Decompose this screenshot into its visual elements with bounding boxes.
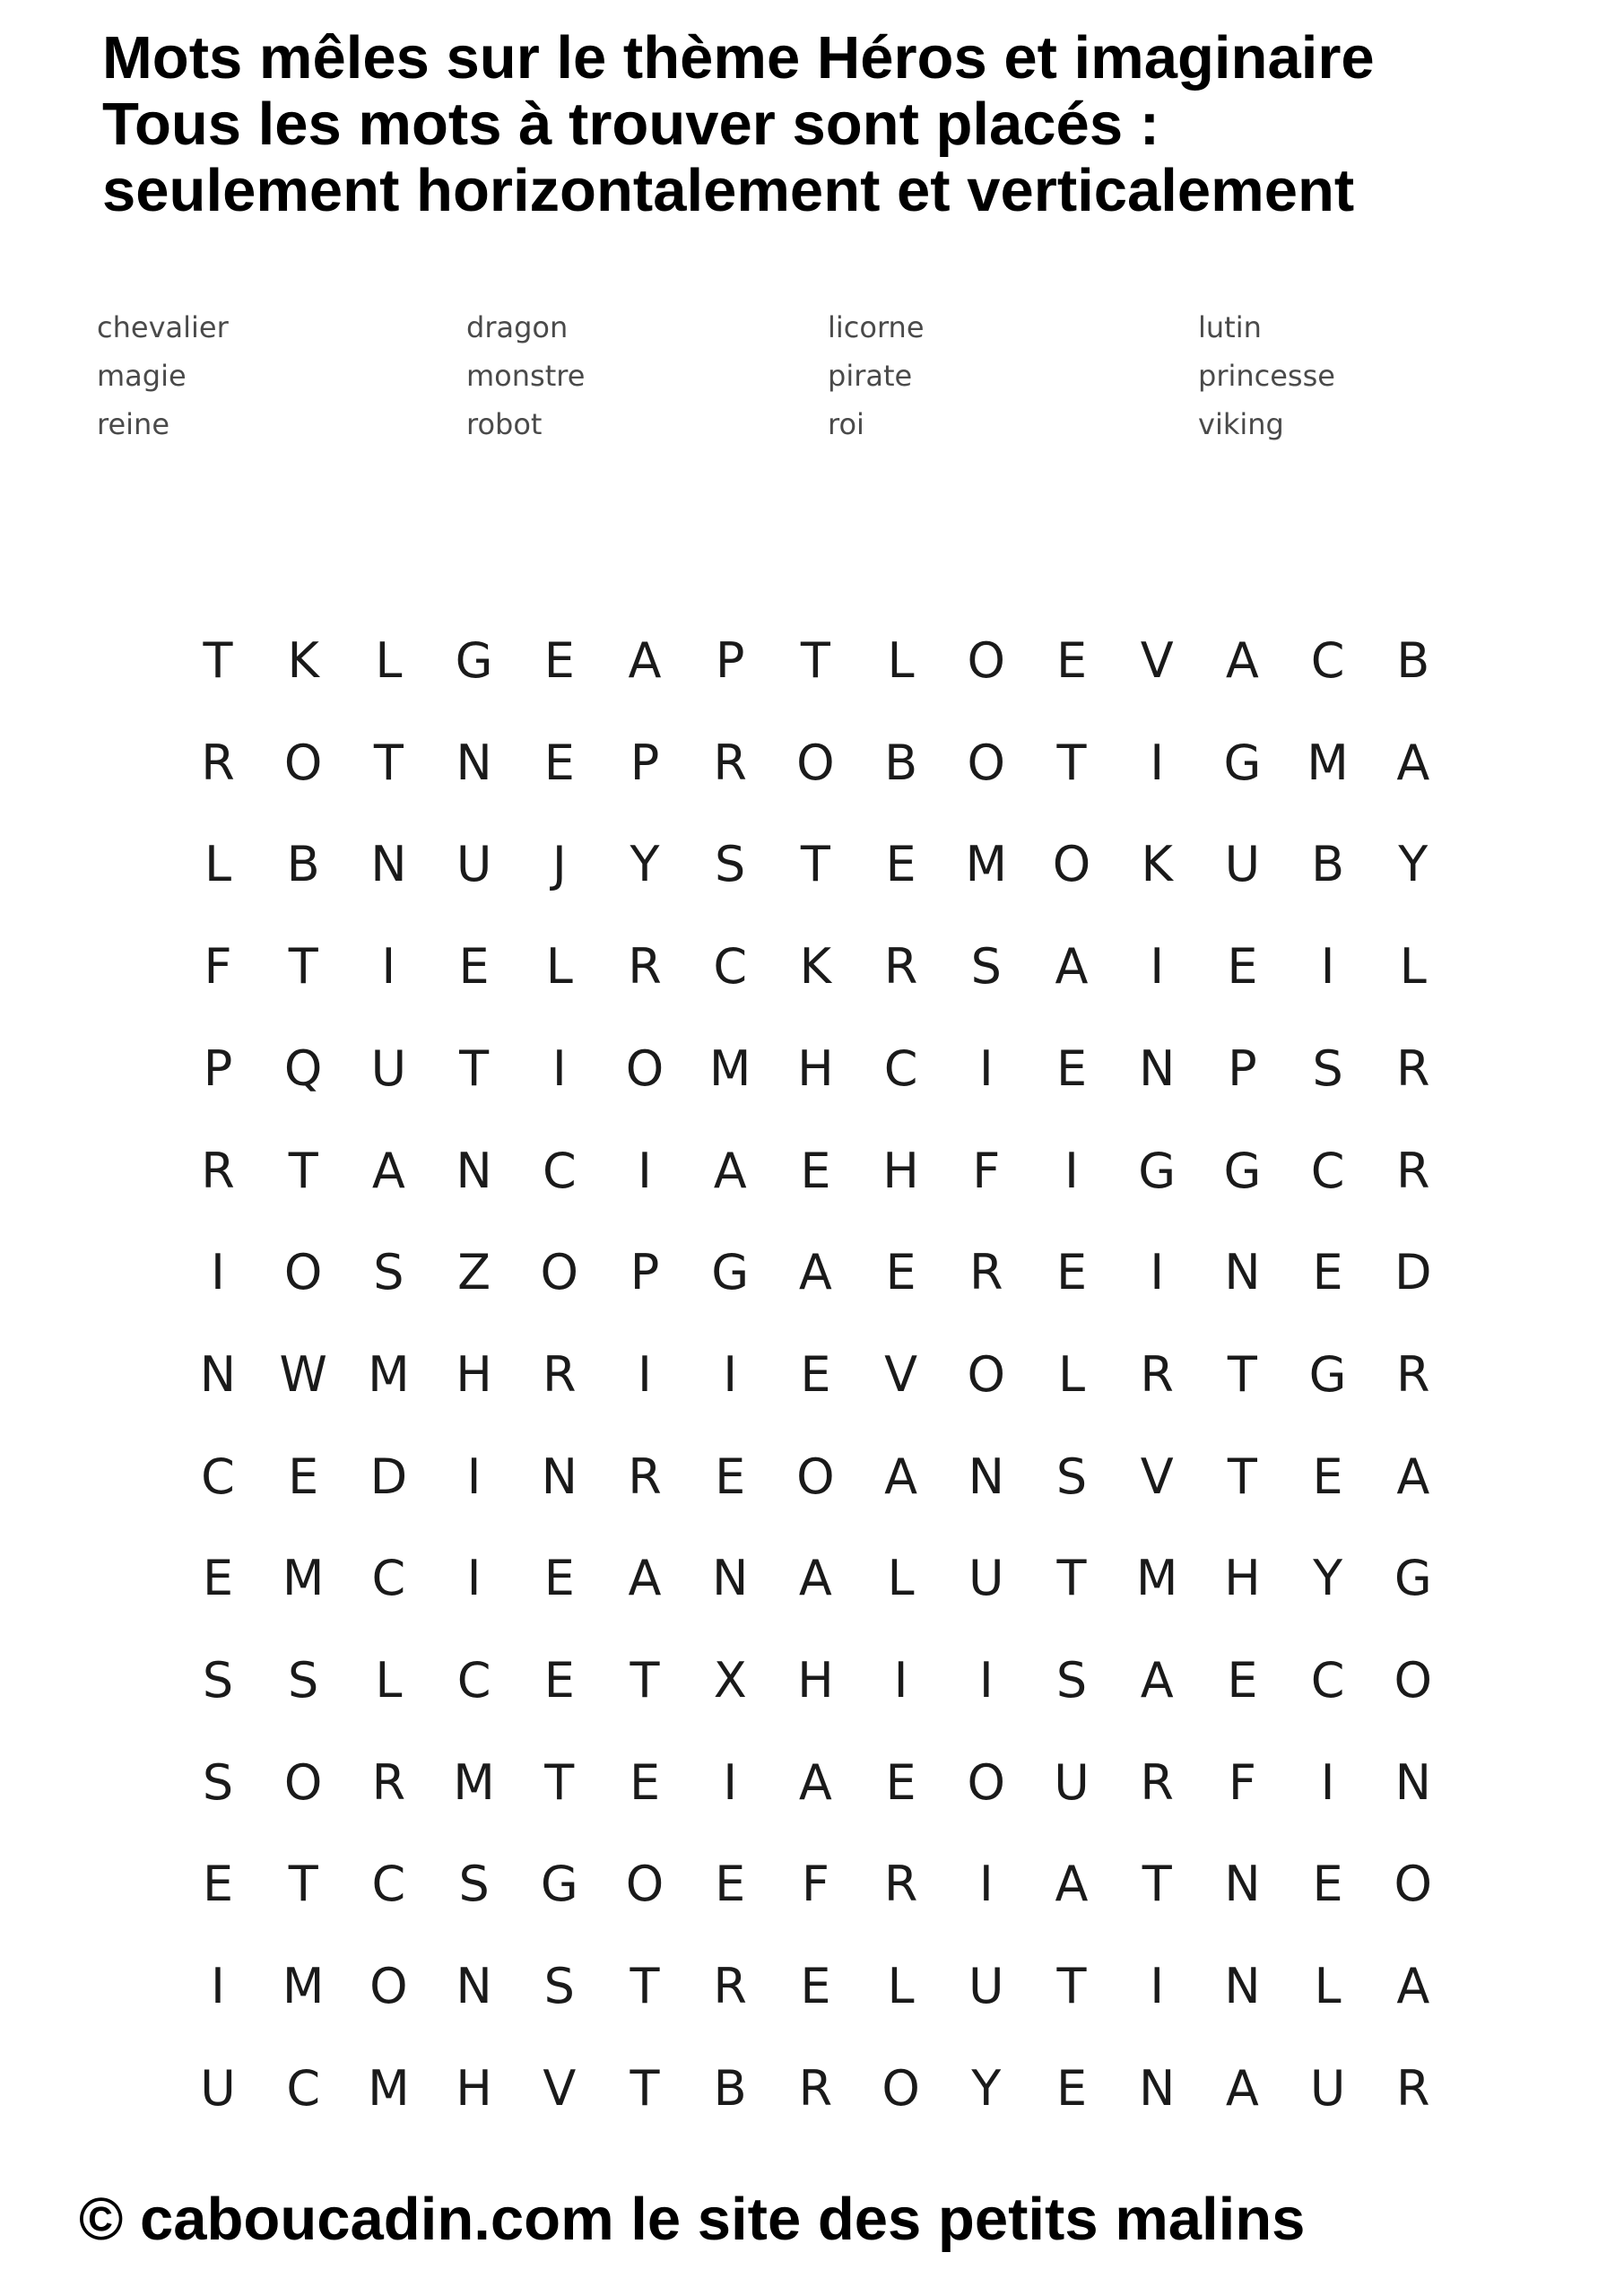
grid-letter: L — [1314, 1958, 1342, 2015]
grid-letter: R — [1140, 1345, 1174, 1403]
grid-letter: O — [1394, 1856, 1433, 1913]
word-list-item: lutin — [1198, 310, 1262, 344]
grid-letter: B — [1311, 836, 1345, 893]
grid-letter: P — [715, 632, 745, 689]
footer-copyright: © caboucadin.com le site des petits malins — [79, 2186, 1306, 2253]
grid-letter: H — [797, 1652, 834, 1709]
grid-letter: R — [713, 1958, 747, 2015]
grid-letter: O — [283, 1753, 323, 1811]
word-list-item: pirate — [828, 359, 913, 393]
grid-letter: E — [1312, 1244, 1343, 1301]
grid-letter: I — [1064, 1142, 1079, 1199]
grid-letter: E — [543, 734, 575, 791]
grid-letter: U — [1224, 836, 1261, 893]
grid-letter: N — [1224, 1958, 1261, 2015]
grid-letter: G — [1394, 1550, 1432, 1607]
grid-letter: R — [713, 734, 747, 791]
grid-letter: Y — [1398, 836, 1429, 893]
grid-letter: T — [373, 734, 404, 791]
grid-letter: R — [628, 1448, 662, 1505]
grid-letter: N — [1394, 1753, 1431, 1811]
grid-letter: O — [283, 734, 323, 791]
grid-letter: O — [369, 1958, 408, 2015]
grid-letter: E — [202, 1856, 234, 1913]
grid-letter: T — [288, 1142, 318, 1199]
grid-letter: A — [628, 632, 662, 689]
grid-letter: E — [800, 1345, 831, 1403]
grid-letter: L — [204, 836, 232, 893]
grid-letter: T — [630, 1652, 660, 1709]
grid-letter: M — [708, 1039, 751, 1097]
grid-letter: D — [369, 1448, 408, 1505]
grid-letter: R — [1396, 1039, 1430, 1097]
grid-letter: M — [368, 2059, 410, 2117]
grid-letter: L — [887, 632, 915, 689]
grid-letter: Z — [457, 1244, 491, 1301]
grid-letter: E — [715, 1856, 746, 1913]
grid-letter: A — [371, 1142, 405, 1199]
grid-letter: S — [202, 1753, 234, 1811]
grid-letter: M — [1135, 1550, 1178, 1607]
grid-letter: C — [456, 1652, 491, 1709]
grid-letter: U — [1054, 1753, 1090, 1811]
grid-letter: T — [288, 938, 318, 996]
grid-letter: E — [202, 1550, 234, 1607]
grid-letter: E — [885, 1753, 916, 1811]
grid-letter: I — [978, 1039, 994, 1097]
grid-letter: T — [203, 632, 233, 689]
grid-letter: I — [211, 1244, 225, 1301]
grid-row — [175, 1018, 1475, 1120]
grid-letter: M — [282, 1550, 325, 1607]
word-list-item: roi — [828, 407, 864, 441]
grid-letter: L — [887, 1958, 915, 2015]
word-list-item: robot — [466, 407, 543, 441]
grid-letter: P — [1228, 1039, 1257, 1097]
word-list-item: magie — [97, 359, 187, 393]
grid-letter: K — [799, 938, 832, 996]
grid-letter: E — [885, 1244, 916, 1301]
title-line-1: Mots mêles sur le thème Héros et imaginaire — [102, 24, 1375, 91]
grid-letter: I — [381, 938, 396, 996]
grid-row — [175, 1222, 1475, 1324]
grid-letter: T — [288, 1856, 318, 1913]
grid-letter: O — [967, 632, 1006, 689]
grid-letter: A — [884, 1448, 918, 1505]
grid-letter: G — [1223, 1142, 1262, 1199]
grid-letter: C — [201, 1448, 235, 1505]
grid-letter: N — [370, 836, 407, 893]
grid-letter: N — [711, 1550, 749, 1607]
grid-letter: T — [1056, 734, 1087, 791]
grid-letter: A — [1140, 1652, 1174, 1709]
grid-letter: S — [543, 1958, 575, 2015]
grid-letter: E — [629, 1753, 661, 1811]
grid-letter: B — [286, 836, 320, 893]
grid-letter: T — [630, 1958, 660, 2015]
grid-letter: K — [287, 632, 319, 689]
grid-letter: O — [967, 1753, 1006, 1811]
title-line-2: Tous les mots à trouver sont placés : — [102, 91, 1160, 158]
grid-letter: O — [283, 1244, 323, 1301]
word-list-item: reine — [97, 407, 169, 441]
grid-letter: P — [203, 1039, 233, 1097]
grid-letter: U — [200, 2059, 236, 2117]
grid-letter: M — [965, 836, 1008, 893]
grid-letter: S — [458, 1856, 490, 1913]
grid-letter: B — [1396, 632, 1430, 689]
grid-letter: I — [466, 1448, 482, 1505]
grid-letter: E — [458, 938, 490, 996]
grid-letter: Y — [971, 2059, 1002, 2117]
grid-letter: U — [968, 1550, 1004, 1607]
grid-letter: I — [1150, 938, 1165, 996]
grid-letter: C — [713, 938, 748, 996]
grid-letter: A — [628, 1550, 662, 1607]
grid-letter: B — [713, 2059, 747, 2117]
grid-letter: E — [1227, 1652, 1258, 1709]
grid-letter: R — [371, 1753, 406, 1811]
grid-letter: N — [1224, 1856, 1261, 1913]
grid-letter: S — [1312, 1039, 1343, 1097]
grid-letter: E — [885, 836, 916, 893]
grid-letter: V — [1140, 1448, 1174, 1505]
grid-letter: G — [455, 632, 493, 689]
grid-letter: G — [1138, 1142, 1177, 1199]
word-list-item: chevalier — [97, 310, 229, 344]
grid-letter: M — [1307, 734, 1349, 791]
grid-letter: I — [1320, 938, 1335, 996]
grid-letter: C — [1310, 1142, 1345, 1199]
grid-letter: V — [1140, 632, 1174, 689]
grid-letter: R — [1396, 2059, 1430, 2117]
grid-letter: M — [453, 1753, 495, 1811]
grid-letter: I — [1320, 1753, 1335, 1811]
word-list-item: licorne — [828, 310, 925, 344]
grid-letter: R — [969, 1244, 1003, 1301]
grid-letter: I — [638, 1142, 652, 1199]
grid-letter: M — [368, 1345, 410, 1403]
grid-letter: A — [798, 1244, 832, 1301]
grid-letter: E — [800, 1958, 831, 2015]
grid-letter: N — [199, 1345, 237, 1403]
grid-letter: F — [972, 1142, 1001, 1199]
grid-letter: T — [1227, 1448, 1257, 1505]
grid-letter: E — [1227, 938, 1258, 996]
word-list — [97, 309, 1352, 462]
grid-letter: N — [1138, 2059, 1176, 2117]
grid-letter: H — [456, 1345, 492, 1403]
grid-letter: C — [1310, 1652, 1345, 1709]
grid-letter: G — [1308, 1345, 1347, 1403]
grid-letter: M — [282, 1958, 325, 2015]
grid-row — [175, 1833, 1475, 1935]
letter-grid — [175, 610, 1475, 2144]
grid-letter: Q — [283, 1039, 323, 1097]
grid-letter: E — [288, 1448, 319, 1505]
grid-letter: R — [1396, 1345, 1430, 1403]
grid-letter: E — [1055, 632, 1088, 689]
grid-letter: N — [456, 1958, 492, 2015]
grid-letter: O — [967, 1345, 1006, 1403]
grid-row — [175, 1527, 1475, 1630]
grid-row — [175, 610, 1475, 712]
grid-row — [175, 1120, 1475, 1222]
grid-letter: R — [883, 1856, 918, 1913]
grid-letter: S — [288, 1652, 319, 1709]
grid-letter: G — [1223, 734, 1262, 791]
grid-letter: O — [540, 1244, 579, 1301]
grid-letter: S — [202, 1652, 234, 1709]
grid-letter: E — [800, 1142, 831, 1199]
grid-letter: U — [968, 1958, 1004, 2015]
grid-row — [175, 813, 1475, 916]
grid-letter: A — [798, 1550, 832, 1607]
grid-letter: O — [625, 1856, 664, 1913]
grid-row — [175, 1935, 1475, 2038]
grid-letter: I — [551, 1039, 567, 1097]
word-list-item: princesse — [1198, 359, 1335, 393]
grid-letter: T — [459, 1039, 490, 1097]
grid-letter: B — [884, 734, 918, 791]
word-list-item: monstre — [466, 359, 586, 393]
grid-letter: V — [884, 1345, 918, 1403]
grid-letter: R — [201, 1142, 235, 1199]
grid-letter: I — [978, 1652, 994, 1709]
grid-letter: J — [551, 836, 567, 893]
grid-letter: T — [630, 2059, 660, 2117]
grid-letter: E — [543, 632, 575, 689]
grid-letter: T — [1056, 1958, 1087, 2015]
grid-letter: V — [543, 2059, 577, 2117]
grid-letter: E — [1312, 1856, 1343, 1913]
grid-letter: F — [801, 1856, 829, 1913]
grid-letter: N — [456, 734, 492, 791]
grid-letter: Y — [630, 836, 660, 893]
grid-letter: H — [882, 1142, 919, 1199]
grid-letter: C — [371, 1550, 406, 1607]
grid-letter: A — [1396, 734, 1430, 791]
grid-letter: E — [1055, 1244, 1088, 1301]
grid-letter: T — [800, 632, 830, 689]
grid-letter: E — [1312, 1448, 1343, 1505]
grid-letter: E — [1055, 2059, 1088, 2117]
grid-letter: O — [796, 1448, 835, 1505]
grid-letter: C — [542, 1142, 577, 1199]
grid-letter: L — [375, 1652, 403, 1709]
grid-letter: I — [1150, 1244, 1165, 1301]
grid-letter: I — [723, 1345, 738, 1403]
grid-letter: I — [1150, 734, 1165, 791]
grid-letter: I — [723, 1753, 738, 1811]
grid-letter: L — [375, 632, 403, 689]
grid-letter: P — [630, 1244, 660, 1301]
grid-letter: H — [797, 1039, 834, 1097]
grid-row — [175, 916, 1475, 1018]
grid-letter: S — [715, 836, 746, 893]
grid-row — [175, 712, 1475, 814]
grid-row — [175, 2038, 1475, 2140]
grid-row — [175, 1630, 1475, 1732]
grid-letter: C — [1310, 632, 1345, 689]
grid-letter: H — [456, 2059, 492, 2117]
grid-letter: R — [543, 1345, 577, 1403]
grid-row — [175, 1324, 1475, 1426]
grid-letter: T — [1227, 1345, 1257, 1403]
grid-letter: I — [978, 1856, 994, 1913]
grid-letter: O — [967, 734, 1006, 791]
title-line-3: seulement horizontalement et verticalement — [102, 157, 1355, 224]
grid-letter: L — [887, 1550, 915, 1607]
grid-letter: K — [1141, 836, 1173, 893]
grid-letter: R — [798, 2059, 833, 2117]
grid-letter: N — [456, 1142, 492, 1199]
grid-letter: R — [1396, 1142, 1430, 1199]
grid-letter: E — [715, 1448, 746, 1505]
grid-letter: A — [1225, 632, 1259, 689]
grid-letter: R — [628, 938, 662, 996]
grid-letter: E — [543, 1652, 575, 1709]
grid-letter: A — [713, 1142, 747, 1199]
grid-letter: A — [1396, 1958, 1430, 2015]
word-list-item: dragon — [466, 310, 569, 344]
grid-letter: A — [1396, 1448, 1430, 1505]
grid-row — [175, 1732, 1475, 1834]
grid-letter: X — [713, 1652, 747, 1709]
grid-letter: L — [1057, 1345, 1086, 1403]
grid-letter: U — [456, 836, 492, 893]
grid-letter: E — [543, 1550, 575, 1607]
grid-letter: F — [204, 938, 232, 996]
grid-letter: R — [201, 734, 235, 791]
grid-letter: E — [1055, 1039, 1088, 1097]
grid-letter: C — [286, 2059, 321, 2117]
grid-letter: D — [1394, 1244, 1432, 1301]
grid-letter: L — [1399, 938, 1427, 996]
grid-letter: P — [630, 734, 660, 791]
grid-letter: I — [211, 1958, 225, 2015]
grid-letter: O — [881, 2059, 920, 2117]
grid-letter: G — [711, 1244, 750, 1301]
grid-letter: A — [1055, 938, 1089, 996]
grid-letter: I — [893, 1652, 908, 1709]
grid-letter: H — [1224, 1550, 1261, 1607]
grid-letter: N — [1138, 1039, 1176, 1097]
grid-letter: F — [1228, 1753, 1256, 1811]
grid-letter: T — [544, 1753, 575, 1811]
grid-letter: S — [373, 1244, 404, 1301]
grid-letter: O — [625, 1039, 664, 1097]
grid-letter: S — [1055, 1652, 1088, 1709]
grid-letter: T — [1142, 1856, 1172, 1913]
grid-letter: I — [466, 1550, 482, 1607]
grid-row — [175, 1426, 1475, 1528]
grid-letter: I — [1150, 1958, 1165, 2015]
grid-letter: C — [371, 1856, 406, 1913]
grid-letter: N — [541, 1448, 578, 1505]
grid-letter: O — [796, 734, 835, 791]
grid-letter: N — [968, 1448, 1004, 1505]
grid-letter: Y — [1313, 1550, 1343, 1607]
grid-letter: A — [1225, 2059, 1259, 2117]
grid-letter: L — [545, 938, 573, 996]
grid-letter: U — [370, 1039, 407, 1097]
grid-letter: S — [970, 938, 1002, 996]
grid-letter: T — [1056, 1550, 1087, 1607]
grid-letter: R — [1140, 1753, 1174, 1811]
grid-letter: U — [1309, 2059, 1346, 2117]
grid-letter: R — [883, 938, 918, 996]
grid-letter: C — [883, 1039, 918, 1097]
grid-letter: O — [1394, 1652, 1433, 1709]
grid-letter: O — [1052, 836, 1091, 893]
grid-letter: T — [800, 836, 830, 893]
word-list-item: viking — [1198, 407, 1284, 441]
grid-letter: N — [1224, 1244, 1261, 1301]
grid-letter: I — [638, 1345, 652, 1403]
grid-letter: G — [540, 1856, 578, 1913]
page-title — [102, 25, 1609, 224]
grid-letter: A — [1055, 1856, 1089, 1913]
grid-letter: A — [798, 1753, 832, 1811]
grid-letter: S — [1055, 1448, 1088, 1505]
grid-letter: W — [279, 1345, 327, 1403]
